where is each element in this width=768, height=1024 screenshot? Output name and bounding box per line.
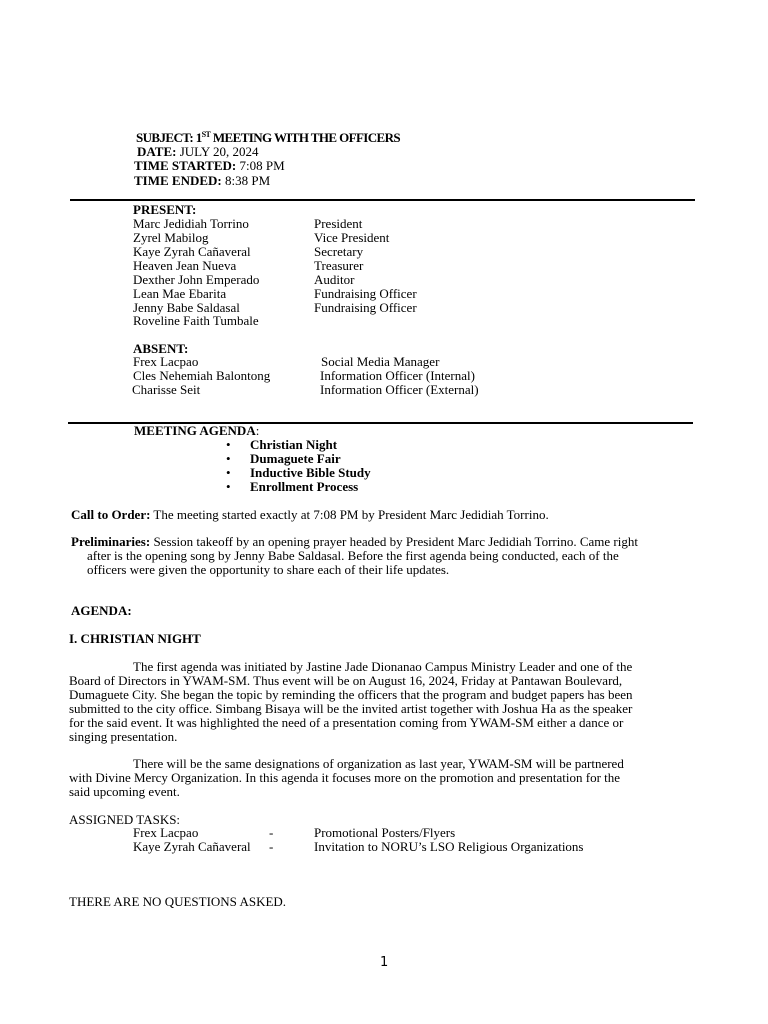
paragraph-1-line: singing presentation. — [69, 729, 178, 744]
subject-label: SUBJECT: 1 — [136, 130, 202, 145]
time-started-label: TIME STARTED: — [134, 158, 237, 173]
present-name: Jenny Babe Saldasal — [133, 300, 240, 315]
present-label: PRESENT: — [133, 202, 197, 217]
preliminaries-line-3: officers were given the opportunity to share each of their life updates. — [87, 562, 450, 577]
time-ended-line — [134, 174, 270, 188]
agenda-item — [226, 466, 371, 480]
agenda-heading: AGENDA: — [71, 603, 132, 618]
time-ended-value: 8:38 PM — [221, 173, 271, 188]
meeting-agenda-title: MEETING AGENDA — [134, 423, 256, 438]
paragraph-2-line: with Divine Mercy Organization. In this agenda it focuses more on the promotion and presentation for the — [69, 770, 621, 785]
absent-role: Information Officer (External) — [320, 382, 479, 397]
bullet-icon: • — [226, 465, 231, 480]
subject-superscript: ST — [201, 130, 211, 139]
date-value: JULY 20, 2024 — [176, 144, 259, 159]
subject-line — [136, 131, 400, 145]
task-assignee: Kaye Zyrah Cañaveral — [133, 839, 251, 854]
agenda-item-label: Dumaguete Fair — [250, 451, 341, 466]
agenda-item — [226, 438, 337, 452]
absent-label: ABSENT: — [133, 341, 189, 356]
present-role: Vice President — [314, 230, 390, 245]
present-role: Fundraising Officer — [314, 286, 417, 301]
subject-text: MEETING WITH THE OFFICERS — [210, 130, 401, 145]
present-role: Fundraising Officer — [314, 300, 417, 315]
time-ended-label: TIME ENDED: — [134, 173, 222, 188]
present-name: Kaye Zyrah Cañaveral — [133, 244, 251, 259]
meeting-agenda-colon: : — [255, 423, 260, 438]
page-number: 1 — [380, 955, 389, 970]
present-name: Lean Mae Ebarita — [133, 286, 227, 301]
date-line — [137, 145, 258, 159]
paragraph-1-line: Dumaguete City. She began the topic by reminding the officers that the program and budget papers has been — [69, 687, 633, 702]
present-name: Zyrel Mabilog — [133, 230, 209, 245]
present-name: Roveline Faith Tumbale — [133, 313, 259, 328]
present-name: Dexther John Emperado — [133, 272, 260, 287]
present-role: Auditor — [314, 272, 355, 287]
paragraph-2-line: There will be the same designations of organization as last year, YWAM-SM will be partnered — [133, 756, 624, 771]
task-dash: - — [269, 839, 274, 854]
paragraph-1-line: The first agenda was initiated by Jastine Jade Dionanao Campus Ministry Leader and one of the — [133, 659, 633, 674]
present-role: President — [314, 216, 363, 231]
paragraph-1-line: for the said event. It was highlighted the need of a presentation coming from YWAM-SM either a dance or — [69, 715, 624, 730]
present-name: Heaven Jean Nueva — [133, 258, 237, 273]
agenda-item-label: Christian Night — [250, 437, 338, 452]
bullet-icon: • — [226, 479, 231, 494]
absent-name: Frex Lacpao — [133, 354, 199, 369]
bullet-icon: • — [226, 437, 231, 452]
absent-role: Social Media Manager — [321, 354, 440, 369]
preliminaries-line-1 — [71, 535, 638, 549]
preliminaries-label: Preliminaries: — [71, 534, 151, 549]
present-name: Marc Jedidiah Torrino — [133, 216, 249, 231]
agenda-item-label: Enrollment Process — [250, 479, 359, 494]
no-questions-note: THERE ARE NO QUESTIONS ASKED. — [69, 894, 287, 909]
paragraph-2-line: said upcoming event. — [69, 784, 180, 799]
date-label: DATE: — [137, 144, 177, 159]
call-to-order — [71, 508, 549, 522]
call-to-order-label: Call to Order: — [71, 507, 151, 522]
absent-name: Cles Nehemiah Balontong — [133, 368, 271, 383]
paragraph-1-line: submitted to the city office. Simbang Bisaya will be the invited artist together with Joshua Ha as the speaker — [69, 701, 633, 716]
divider-top — [70, 199, 695, 201]
task-assignee: Frex Lacpao — [133, 825, 199, 840]
task-dash: - — [269, 825, 274, 840]
task-description: Promotional Posters/Flyers — [314, 825, 456, 840]
meeting-agenda-label — [134, 424, 259, 438]
absent-name: Charisse Seit — [132, 382, 201, 397]
preliminaries-text: Session takeoff by an opening prayer headed by President Marc Jedidiah Torrino. Came right — [150, 534, 638, 549]
assigned-tasks-label: ASSIGNED TASKS: — [69, 812, 181, 827]
absent-role: Information Officer (Internal) — [320, 368, 475, 383]
task-description: Invitation to NORU’s LSO Religious Organizations — [314, 839, 584, 854]
agenda-item-label: Inductive Bible Study — [250, 465, 371, 480]
present-role: Secretary — [314, 244, 364, 259]
agenda-item — [226, 452, 341, 466]
section-heading: I. CHRISTIAN NIGHT — [69, 631, 201, 646]
call-to-order-text: The meeting started exactly at 7:08 PM by President Marc Jedidiah Torrino. — [150, 507, 549, 522]
paragraph-1-line: Board of Directors in YWAM-SM. Thus event will be on August 16, 2024, Friday at Pantawan Boulevard, — [69, 673, 623, 688]
bullet-icon: • — [226, 451, 231, 466]
time-started-line — [134, 159, 285, 173]
present-role: Treasurer — [314, 258, 364, 273]
time-started-value: 7:08 PM — [236, 158, 285, 173]
agenda-item — [226, 480, 358, 494]
preliminaries-line-2: after is the opening song by Jenny Babe Saldasal. Before the first agenda being conducted, each of the — [87, 548, 619, 563]
